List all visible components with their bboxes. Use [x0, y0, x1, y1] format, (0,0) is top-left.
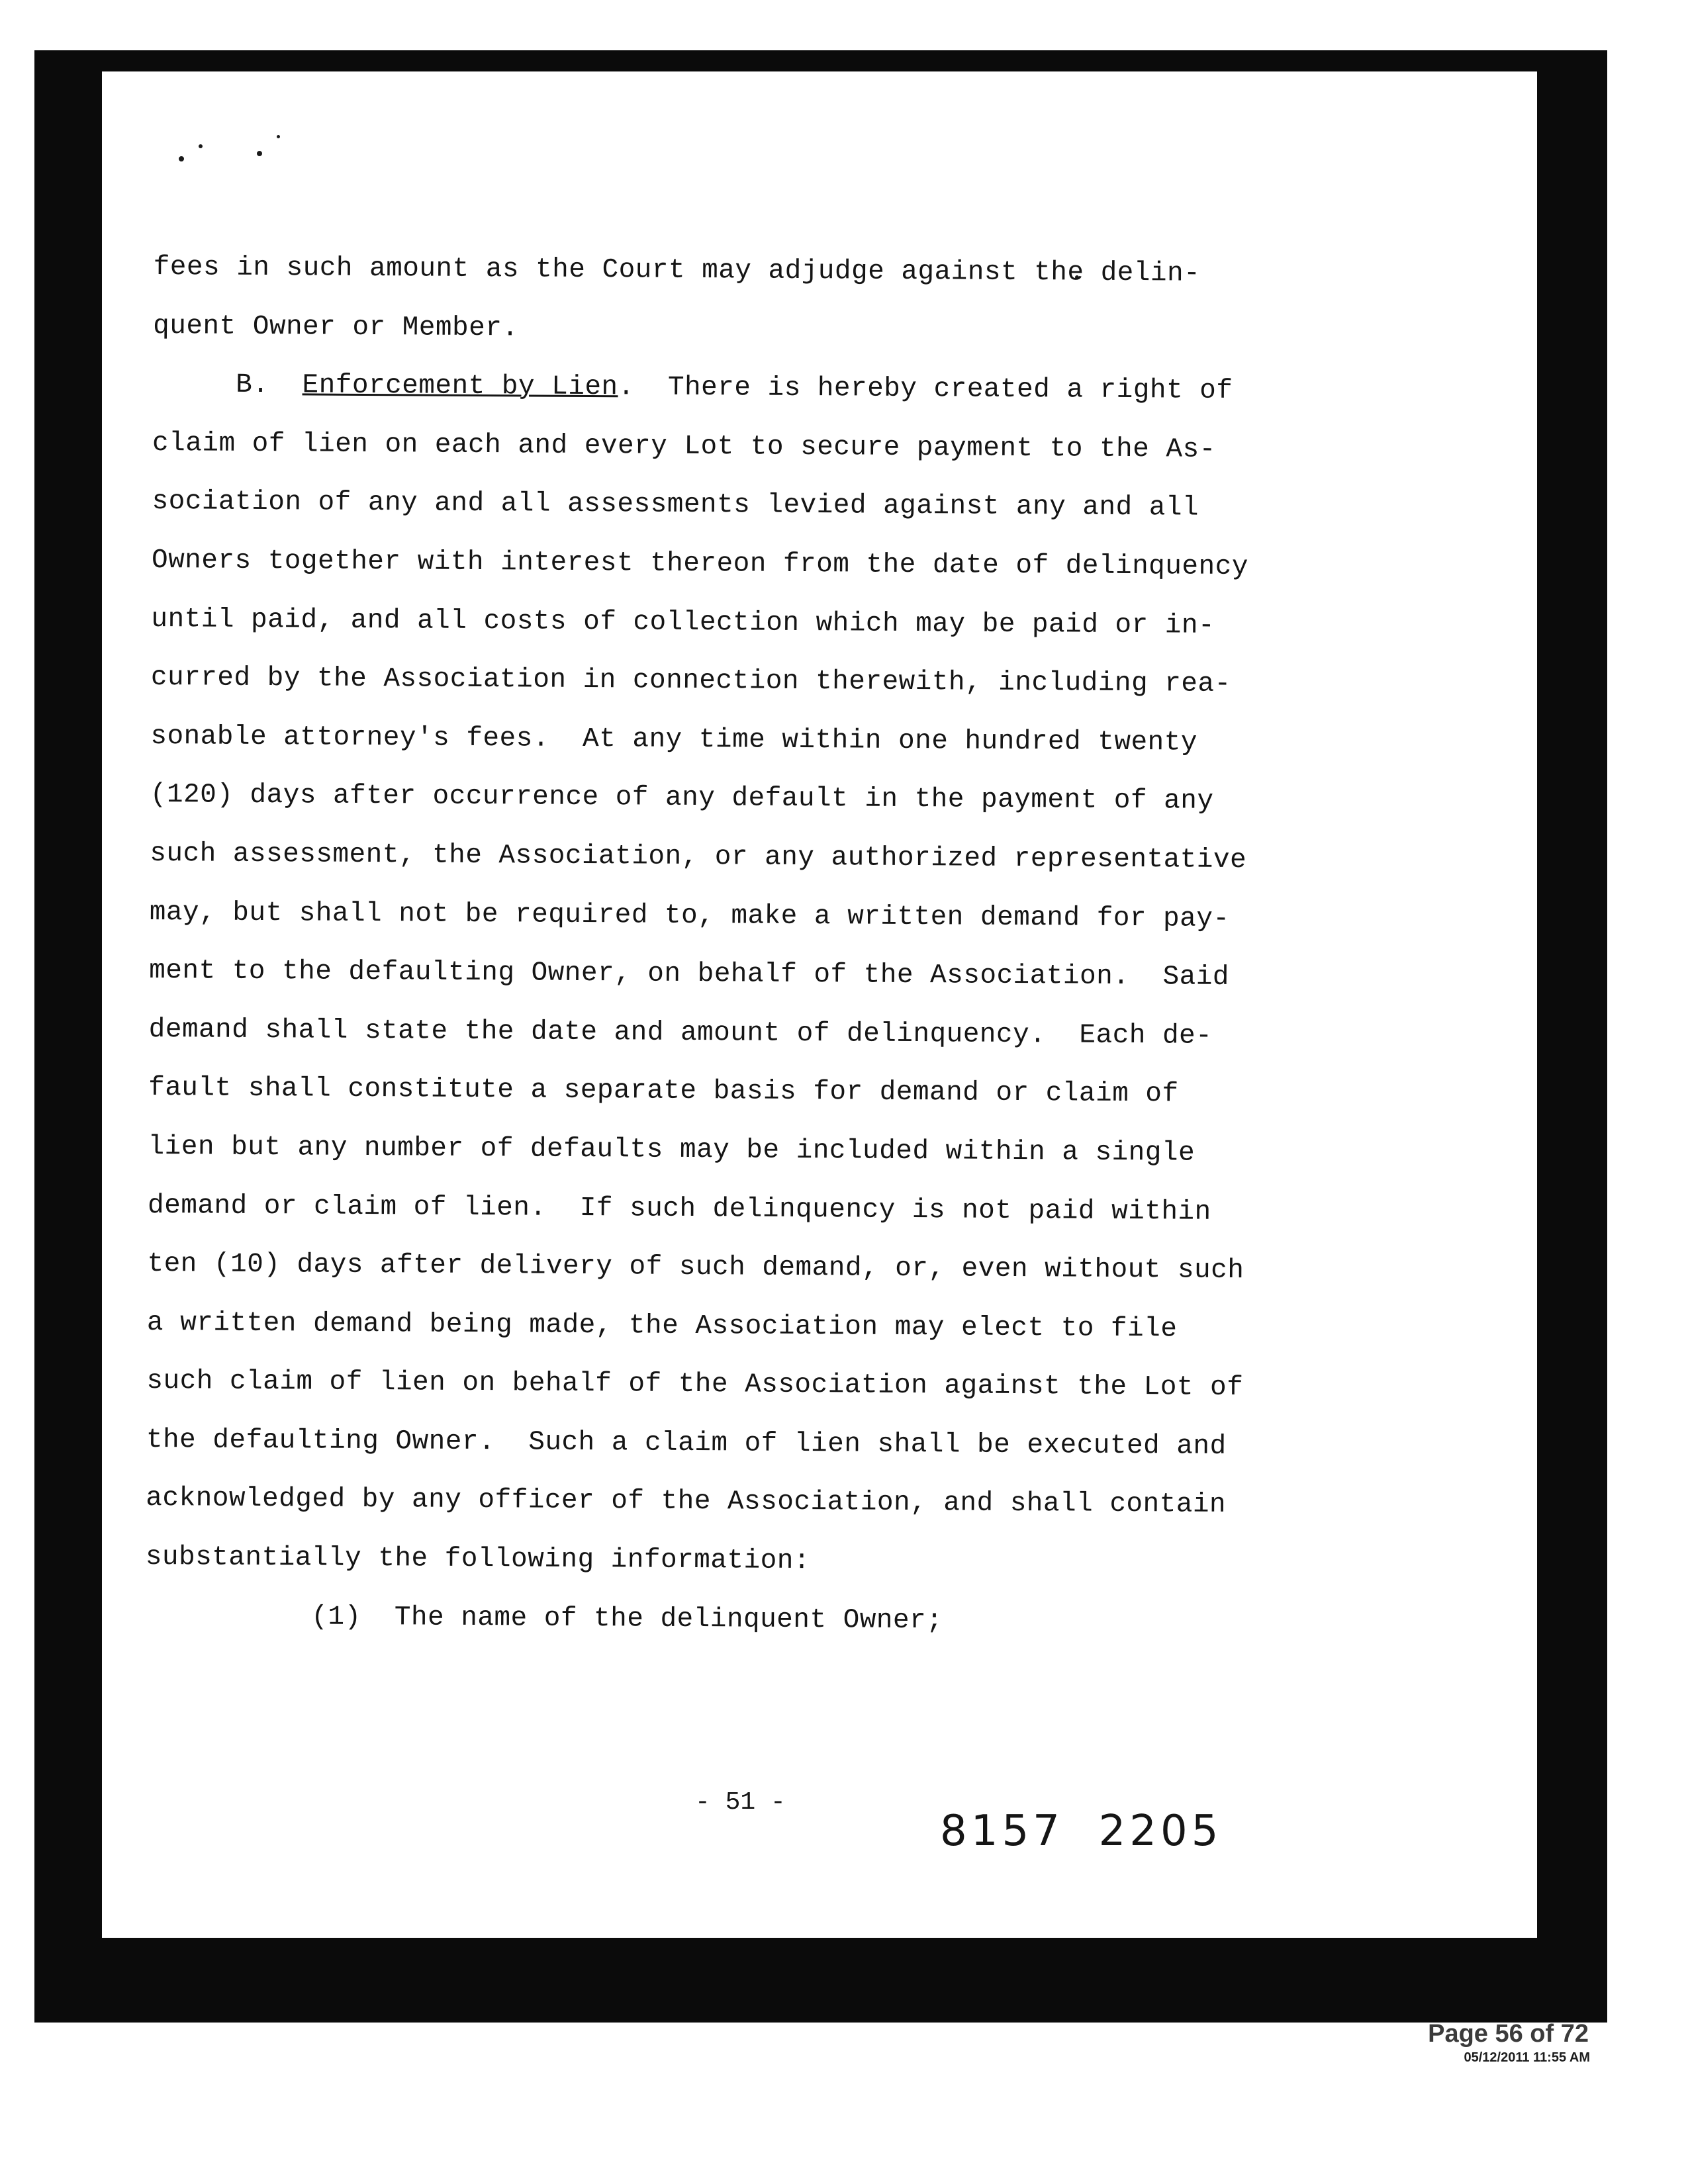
- text-line: a written demand being made, the Association may elect to file: [146, 1307, 1178, 1345]
- print-timestamp: 05/12/2011 11:55 AM: [1464, 2050, 1590, 2065]
- text-line: substantially the following information:: [145, 1542, 811, 1577]
- section-text: There is hereby created a right of: [667, 372, 1233, 407]
- text-line: the defaulting Owner. Such a claim of lien shall be executed and: [146, 1424, 1227, 1462]
- page-counter: Page 56 of 72: [1428, 2020, 1589, 2048]
- list-item-number: (1): [311, 1602, 361, 1633]
- text-line: sonable attorney's fees. At any time within one hundred twenty: [150, 721, 1198, 758]
- text-line: such claim of lien on behalf of the Association against the Lot of: [146, 1366, 1244, 1404]
- text-line: claim of lien on each and every Lot to secure payment to the As-: [152, 428, 1216, 465]
- text-line: demand or claim of lien. If such delinquency is not paid within: [147, 1190, 1211, 1228]
- text-line: fault shall constitute a separate basis for demand or claim of: [148, 1073, 1179, 1110]
- text-line: sociation of any and all assessments levied against any and all: [152, 486, 1199, 524]
- section-number: B.: [236, 369, 269, 401]
- list-item-text: The name of the delinquent Owner;: [394, 1602, 943, 1636]
- section-heading: Enforcement by Lien: [302, 370, 618, 403]
- text-line: (120) days after occurrence of any default in the payment of any: [150, 780, 1214, 817]
- text-line: until paid, and all costs of collection which may be paid or in-: [151, 604, 1215, 641]
- scan-speck: [199, 144, 203, 148]
- document-body: [145, 238, 1292, 1653]
- text-line: lien but any number of defaults may be included within a single: [148, 1131, 1196, 1169]
- text-line: such assessment, the Association, or any authorized representative: [150, 838, 1247, 876]
- text-line: demand shall state the date and amount of delinquency. Each de-: [148, 1014, 1213, 1052]
- scan-speck: [179, 156, 184, 161]
- section-b-line: B. Enforcement by Lien. There is hereby created a right of: [236, 369, 1233, 407]
- text-line: may, but shall not be required to, make a written demand for pay-: [149, 897, 1230, 934]
- text-line: curred by the Association in connection therewith, including rea-: [150, 662, 1231, 700]
- scan-speck: [277, 135, 280, 138]
- text-line: quent Owner or Member.: [153, 310, 519, 343]
- list-item-line: [145, 1587, 1284, 1653]
- text-line: ten (10) days after delivery of such demand, or, even without such: [147, 1249, 1244, 1287]
- text-line: acknowledged by any officer of the Association, and shall contain: [146, 1483, 1227, 1521]
- text-line: ment to the defaulting Owner, on behalf of the Association. Said: [149, 956, 1230, 993]
- book-page-number: 8157 2205: [940, 1807, 1223, 1856]
- text-line: fees in such amount as the Court may adjudge against the delin-: [153, 251, 1201, 289]
- scan-speck: [257, 151, 262, 156]
- text-line: Owners together with interest thereon from the date of delinquency: [151, 545, 1249, 583]
- page-folio: - 51 -: [695, 1788, 786, 1817]
